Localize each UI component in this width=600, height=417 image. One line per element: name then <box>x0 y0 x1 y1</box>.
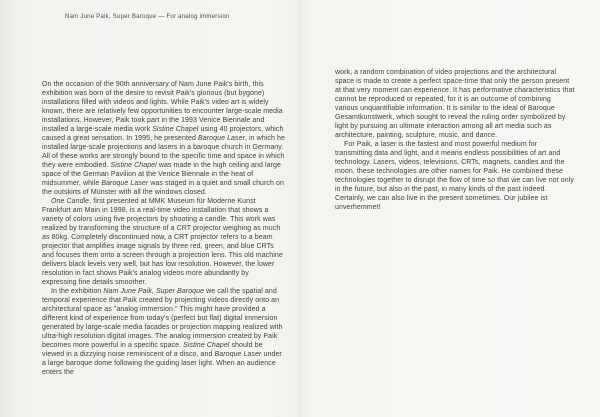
body-text: On the occasion of the 90th anniversary of Nam June Paik's birth, this exhibition was born of the desire to revisit Paik's glorious (but bygone) installations filled with videos and lights. While Paik's video art is widely known, there are relatively few opportunities to encounter large-scale media installations. However, Paik took part in the 1993 Venice Biennale and installed a large-scale media work <box>42 81 283 133</box>
paragraph <box>42 80 285 197</box>
paragraph <box>42 287 285 377</box>
italic-work-title: Sistine Chapel <box>110 162 157 169</box>
body-text: was staged in a quiet and small church on the outskirts of Münster with all the windows closed. <box>42 180 284 196</box>
body-text: using 40 projectors, which caused a great sensation. In 1995, he presented <box>42 126 284 142</box>
running-title: Nam June Paik, Super Baroque — For analog immersion <box>65 14 230 20</box>
body-text: should be viewed in a dizzying noise reminiscent of a disco, and <box>42 342 263 358</box>
body-text: , in which he installed large-scale projections and lasers in a baroque church in Germany. All of these works are strongly bound to the specific time and space in which they were embodied. <box>42 135 285 169</box>
body-text: , first presented at MMK Museum für Moderne Kunst Frankfurt am Main in 1998, is a real-time video installation that shows a variety of colors using five projectors by shooting a candle. This work was realized by transforming the structure of a CRT projector weighing as much as 80kg. Completely discontinued now, a CRT projector refers to a beam projector that amplifies image signals by three red, green, and blue CRTs and focuses them onto a screen through a projection lens. This old machine delivers black levels very well, but has low resolution. However, the lower resolution in fact shows Paik's analog videos more abundantly by expressing fine details smoother. <box>42 198 283 286</box>
body-text: was made in the high ceiling and large space of the German Pavilion at the Venice Biennale in the heat of midsummer, while <box>42 162 281 187</box>
paragraph <box>42 197 285 287</box>
italic-work-title: Sistine Chapel <box>183 342 230 349</box>
body-text: we call the spatial and temporal experience that Paik created by projecting videos directly onto an architectural space as "analog immersion." This might have provided a different kind of experience from today's (perfect but flat) digital immersion generated by large-scale media facades or projection mapping realized with ultra-high resolution digital images. The analog immersion created by Paik becomes more powerful in a specific space. <box>42 288 283 349</box>
body-text: work, a random combination of video projections and the architectural space is made to create a perfect space-time that only the person present at that very moment can experience. It has performative characteristics that cannot be reproduced or repeated, for it is an outcome of combining various unquantifiable information. It is similar to the ideal of Baroque Gesamtkunstwerk, which sought to reveal the ruling order symbolized by light by pursuing an ultimate interaction among all art media such as architecture, painting, sculpture, music, and dance. <box>335 69 575 139</box>
left-page-text-column <box>42 80 285 377</box>
italic-work-title: Baroque Laser <box>198 135 245 142</box>
body-text: For Paik, a laser is the fastest and most powerful medium for transmitting data and light, and it means endless possibilities of art and technology. Lasers, videos, televisions, CRTs, magnets, candles and the moon, these technologies are other names for Paik. He combined these technologies together to disrupt the flow of time so that we can live not only in the future, but also in the past, in many kinds of the past indeed. Certainly, we can also live in the present sometimes. Our jubilee ist unverhemmet! <box>335 141 574 211</box>
italic-work-title: Baroque Laser <box>214 351 262 358</box>
italic-work-title: One Candle <box>51 198 90 205</box>
italic-work-title: Nam June Paik, Super Baroque <box>103 288 205 295</box>
italic-work-title: Baroque Laser <box>101 180 149 187</box>
body-text: In the exhibition <box>51 288 104 295</box>
right-page-text-column <box>335 68 575 212</box>
page-gutter <box>298 0 303 417</box>
body-text: under a large baroque dome following the guiding laser light. When an audience enters the <box>42 351 282 376</box>
paragraph <box>335 140 575 212</box>
paragraph <box>335 68 575 140</box>
italic-work-title: Sistine Chapel <box>152 126 199 133</box>
